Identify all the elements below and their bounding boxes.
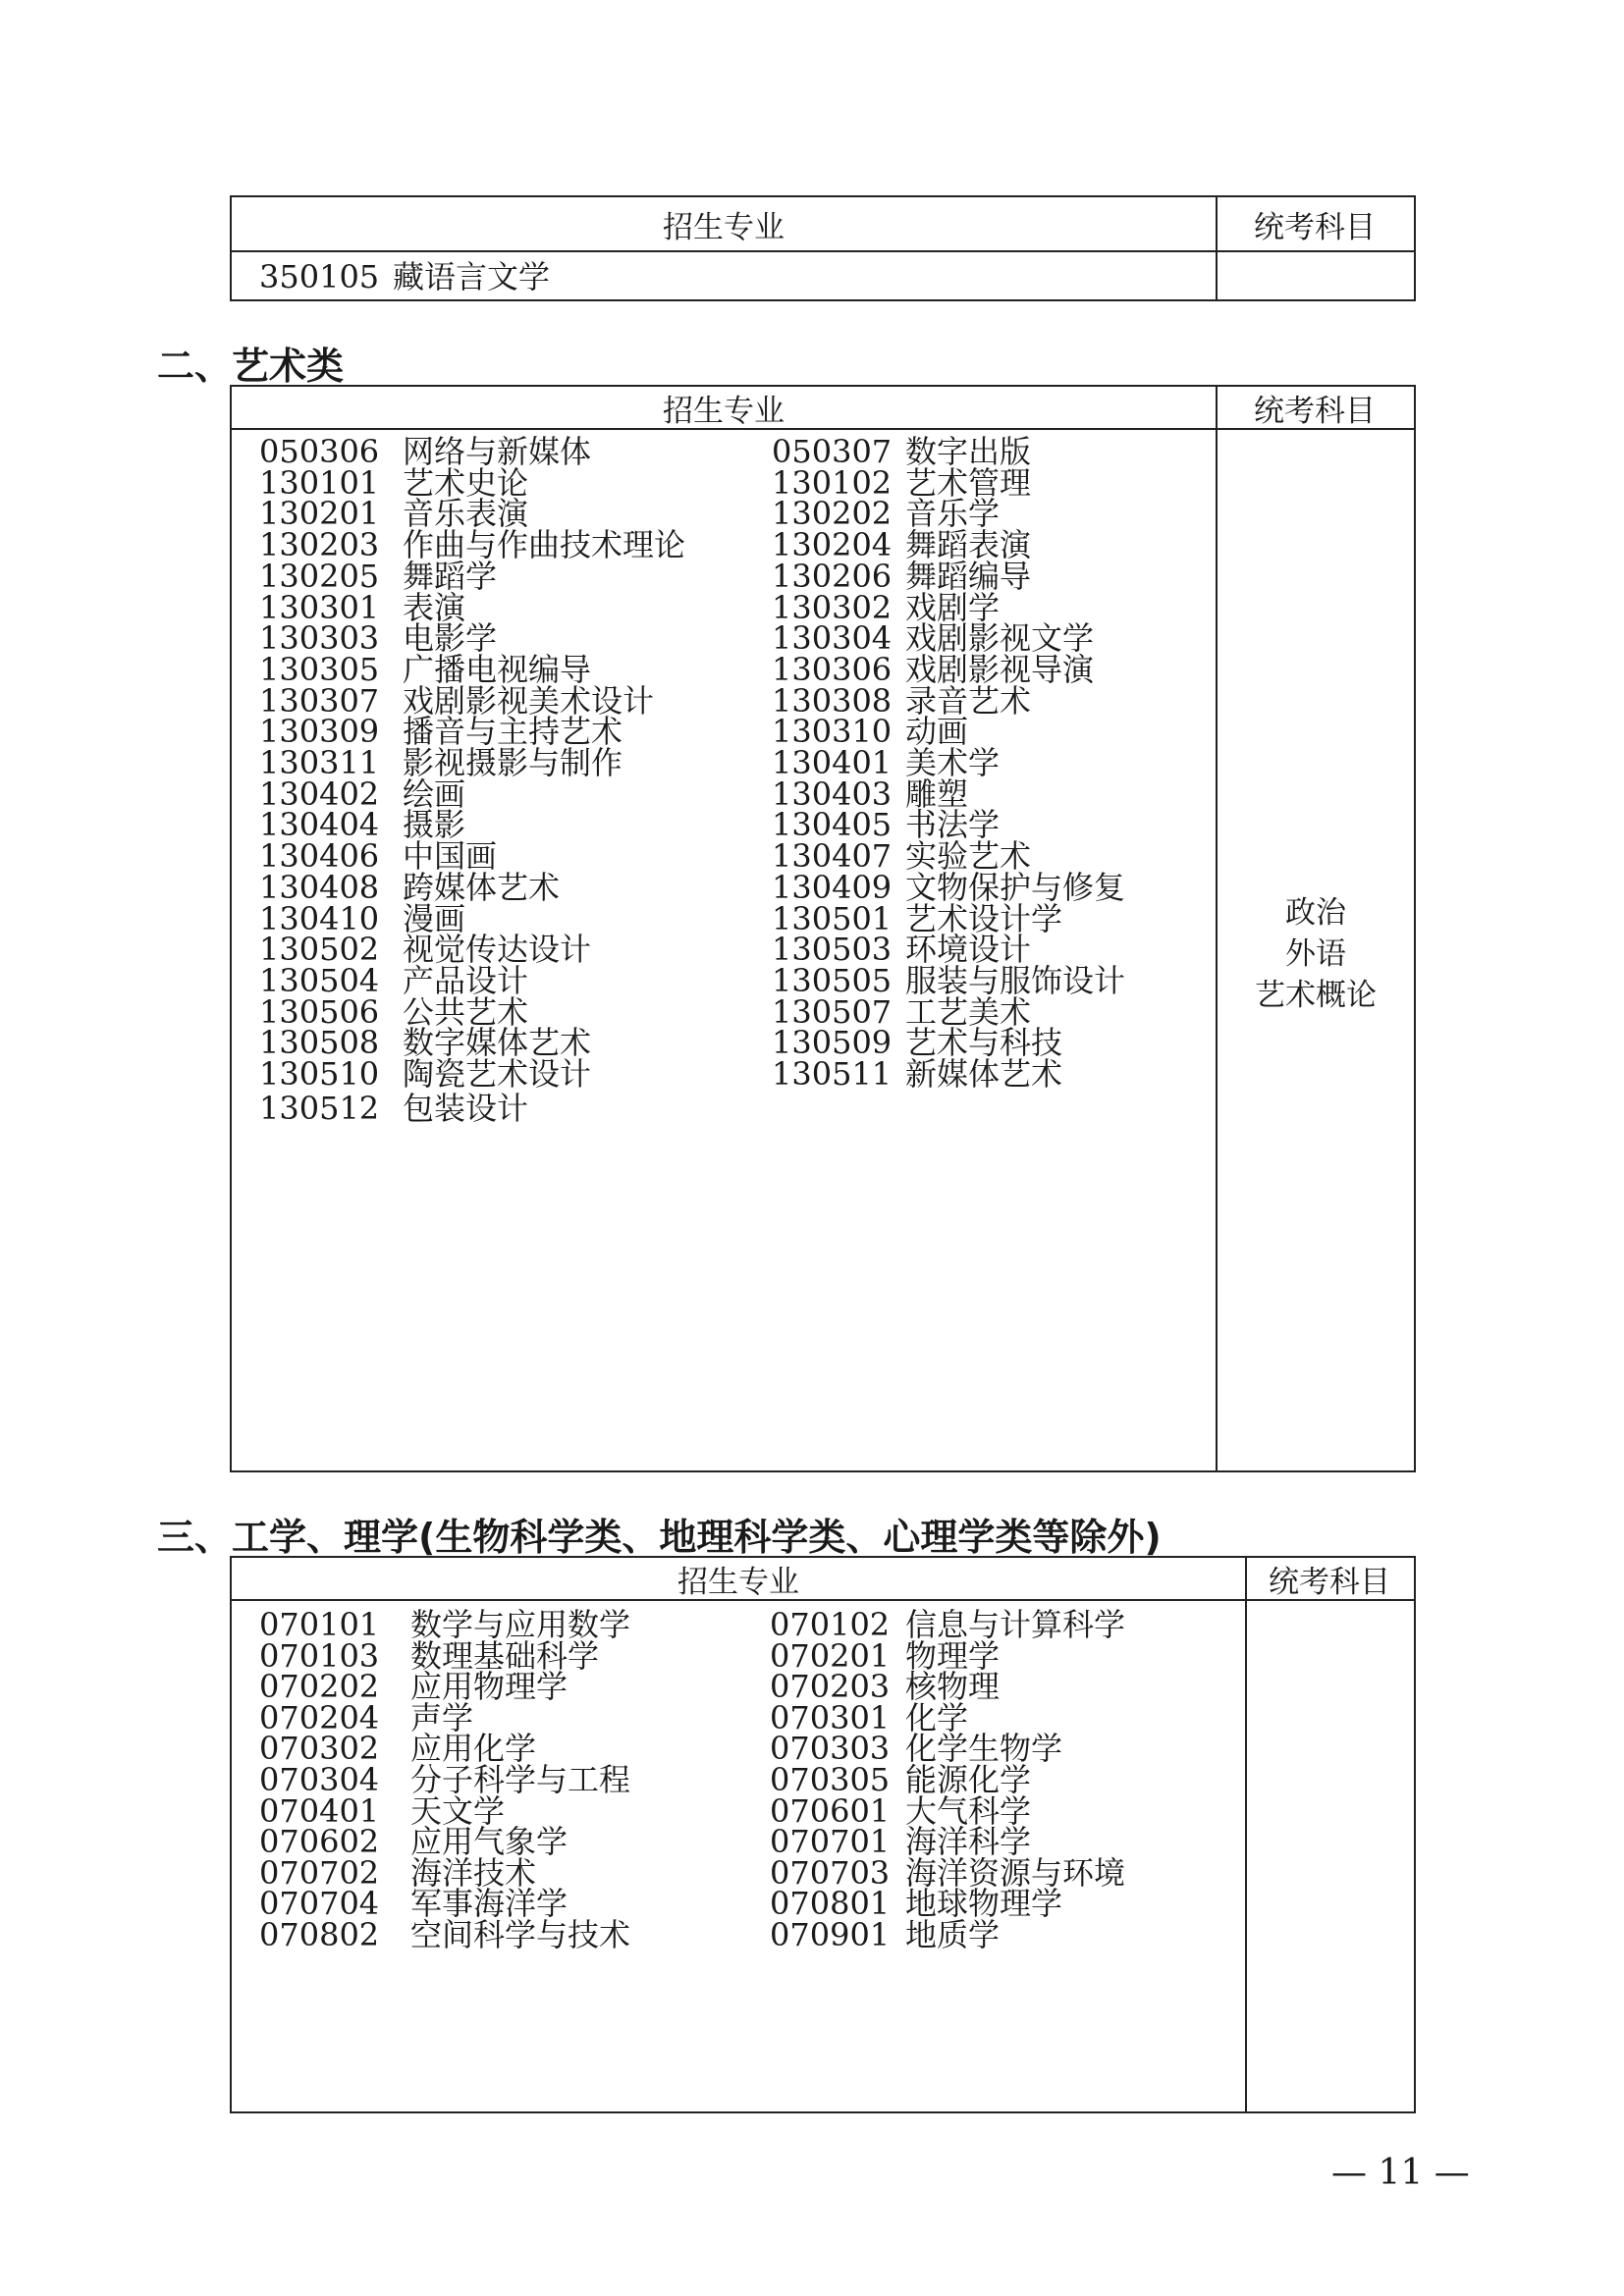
major-code: 130508 bbox=[259, 1024, 380, 1062]
major-name: 物理学 bbox=[905, 1636, 1001, 1675]
major-name: 摄影 bbox=[403, 806, 466, 844]
sci-major-table bbox=[230, 1556, 1416, 2113]
major-code: 130310 bbox=[772, 713, 893, 751]
major-name: 戏剧影视美术设计 bbox=[403, 681, 655, 720]
major-name: 影视摄影与制作 bbox=[403, 744, 623, 781]
major-code: 070801 bbox=[770, 1885, 891, 1923]
major-name: 舞蹈编导 bbox=[905, 557, 1032, 595]
major-code: 070304 bbox=[259, 1761, 380, 1798]
major-name: 藏语言文学 bbox=[393, 258, 551, 295]
major-code: 070202 bbox=[259, 1668, 380, 1706]
major-name: 地球物理学 bbox=[905, 1885, 1063, 1923]
major-name: 海洋科学 bbox=[905, 1823, 1032, 1861]
major-code: 130502 bbox=[259, 931, 380, 969]
major-name: 网络与新媒体 bbox=[403, 433, 592, 470]
major-name: 艺术设计学 bbox=[905, 899, 1063, 937]
major-name: 漫画 bbox=[403, 899, 466, 937]
major-name: 广播电视编导 bbox=[403, 650, 592, 688]
major-code: 130203 bbox=[259, 526, 380, 564]
major-name: 戏剧影视文学 bbox=[905, 619, 1095, 658]
major-name: 数学与应用数学 bbox=[410, 1606, 631, 1643]
major-code: 130512 bbox=[259, 1089, 380, 1127]
major-code: 070601 bbox=[770, 1791, 891, 1830]
header-major: 招生专业 bbox=[663, 393, 785, 429]
exam-subject-foreign-language: 外语 bbox=[1285, 936, 1346, 972]
major-name: 应用气象学 bbox=[410, 1823, 568, 1861]
exam-subject-art-theory: 艺术概论 bbox=[1255, 978, 1377, 1013]
exam-subject-politics: 政治 bbox=[1285, 895, 1346, 931]
major-code: 130404 bbox=[259, 806, 380, 844]
art-section-heading: 二、艺术类 bbox=[157, 345, 345, 388]
major-code: 130309 bbox=[259, 713, 380, 751]
major-code: 130402 bbox=[259, 774, 380, 813]
major-name: 应用化学 bbox=[410, 1730, 537, 1768]
major-name: 数字媒体艺术 bbox=[403, 1024, 592, 1062]
major-code: 130304 bbox=[772, 619, 893, 658]
header-exam: 统考科目 bbox=[1254, 393, 1376, 429]
major-code: 130307 bbox=[259, 681, 380, 720]
major-code: 130305 bbox=[259, 650, 380, 688]
major-name: 海洋技术 bbox=[410, 1853, 537, 1892]
art-major-table bbox=[230, 385, 1416, 1472]
sci-section-heading: 三、工学、理学(生物科学类、地理科学类、心理学类等除外) bbox=[157, 1516, 1162, 1559]
major-name: 天文学 bbox=[410, 1791, 506, 1830]
major-code: 130102 bbox=[772, 463, 893, 502]
header-major: 招生专业 bbox=[663, 209, 785, 245]
major-code: 070802 bbox=[259, 1916, 380, 1953]
major-code: 130410 bbox=[259, 899, 380, 937]
major-name: 分子科学与工程 bbox=[410, 1761, 631, 1798]
major-name: 信息与计算科学 bbox=[905, 1606, 1126, 1643]
major-code: 130101 bbox=[259, 463, 380, 502]
major-name: 服装与服饰设计 bbox=[905, 961, 1126, 999]
major-name: 环境设计 bbox=[905, 931, 1032, 969]
major-code: 130205 bbox=[259, 557, 380, 595]
major-name: 雕塑 bbox=[905, 774, 969, 813]
major-name: 核物理 bbox=[905, 1668, 1001, 1706]
major-name: 艺术史论 bbox=[403, 463, 529, 502]
major-code: 130206 bbox=[772, 557, 893, 595]
major-name: 数字出版 bbox=[905, 433, 1032, 470]
major-code: 130302 bbox=[772, 588, 893, 626]
major-name: 艺术与科技 bbox=[905, 1024, 1063, 1062]
major-name: 录音艺术 bbox=[905, 681, 1032, 720]
major-code: 130303 bbox=[259, 619, 380, 658]
major-code: 130311 bbox=[259, 744, 380, 781]
major-code: 070103 bbox=[259, 1636, 380, 1675]
major-code: 070303 bbox=[770, 1730, 891, 1768]
major-name: 戏剧影视导演 bbox=[905, 650, 1095, 688]
major-name: 音乐学 bbox=[905, 495, 1001, 533]
major-name: 公共艺术 bbox=[403, 992, 529, 1031]
major-code: 070203 bbox=[770, 1668, 891, 1706]
major-code: 070901 bbox=[770, 1916, 891, 1953]
page-number: — 11 — bbox=[1331, 2153, 1470, 2193]
major-code: 070701 bbox=[770, 1823, 891, 1861]
major-code: 130403 bbox=[772, 774, 893, 813]
major-code: 130301 bbox=[259, 588, 380, 626]
major-code: 130511 bbox=[772, 1055, 893, 1093]
major-code: 130408 bbox=[259, 868, 380, 906]
major-name: 动画 bbox=[905, 713, 969, 751]
major-code: 070302 bbox=[259, 1730, 380, 1768]
major-code: 070101 bbox=[259, 1606, 380, 1643]
major-name: 中国画 bbox=[403, 837, 498, 876]
major-name: 新媒体艺术 bbox=[905, 1055, 1063, 1093]
table-header-row bbox=[232, 1558, 1414, 1601]
major-name: 声学 bbox=[410, 1698, 474, 1736]
major-code: 130204 bbox=[772, 526, 893, 564]
major-code: 070305 bbox=[770, 1761, 891, 1798]
major-code: 130501 bbox=[772, 899, 893, 937]
major-name: 数理基础科学 bbox=[410, 1636, 600, 1675]
major-code: 070602 bbox=[259, 1823, 380, 1861]
major-name: 播音与主持艺术 bbox=[403, 713, 623, 751]
major-code: 070102 bbox=[770, 1606, 891, 1643]
major-name: 能源化学 bbox=[905, 1761, 1032, 1798]
major-name: 跨媒体艺术 bbox=[403, 868, 561, 906]
major-code: 350105 bbox=[259, 258, 380, 295]
major-code: 130407 bbox=[772, 837, 893, 876]
major-code: 070301 bbox=[770, 1698, 891, 1736]
major-code: 130401 bbox=[772, 744, 893, 781]
major-code: 130507 bbox=[772, 992, 893, 1031]
major-name: 化学生物学 bbox=[905, 1730, 1063, 1768]
art-exam-subjects bbox=[1218, 892, 1414, 1016]
major-code: 070704 bbox=[259, 1885, 380, 1923]
major-code: 130406 bbox=[259, 837, 380, 876]
major-name: 地质学 bbox=[905, 1916, 1001, 1953]
major-name: 戏剧学 bbox=[905, 588, 1001, 626]
major-name: 军事海洋学 bbox=[410, 1885, 568, 1923]
header-exam: 统考科目 bbox=[1254, 209, 1376, 245]
major-name: 书法学 bbox=[905, 806, 1001, 844]
major-name: 作曲与作曲技术理论 bbox=[403, 526, 686, 564]
major-code: 130306 bbox=[772, 650, 893, 688]
major-name: 舞蹈学 bbox=[403, 557, 498, 595]
major-name: 工艺美术 bbox=[905, 992, 1032, 1031]
major-name: 应用物理学 bbox=[410, 1668, 568, 1706]
major-code: 050306 bbox=[259, 433, 380, 470]
major-code: 130509 bbox=[772, 1024, 893, 1062]
major-code: 130505 bbox=[772, 961, 893, 999]
major-code: 130510 bbox=[259, 1055, 380, 1093]
table-header-row bbox=[232, 197, 1414, 252]
table-header-row bbox=[232, 387, 1414, 430]
major-name: 大气科学 bbox=[905, 1791, 1032, 1830]
major-code: 130202 bbox=[772, 495, 893, 533]
major-name: 化学 bbox=[905, 1698, 969, 1736]
major-code: 070702 bbox=[259, 1853, 380, 1892]
major-code: 130506 bbox=[259, 992, 380, 1031]
major-code: 070401 bbox=[259, 1791, 380, 1830]
major-code: 130409 bbox=[772, 868, 893, 906]
major-name: 绘画 bbox=[403, 774, 466, 813]
major-name: 美术学 bbox=[905, 744, 1001, 781]
major-name: 视觉传达设计 bbox=[403, 931, 592, 969]
column-divider bbox=[1216, 197, 1218, 299]
major-code: 130503 bbox=[772, 931, 893, 969]
column-divider bbox=[1245, 1558, 1247, 2111]
header-major: 招生专业 bbox=[677, 1564, 799, 1600]
major-name: 文物保护与修复 bbox=[905, 868, 1126, 906]
major-code: 130504 bbox=[259, 961, 380, 999]
major-name: 海洋资源与环境 bbox=[905, 1853, 1126, 1892]
major-name: 音乐表演 bbox=[403, 495, 529, 533]
major-name: 包装设计 bbox=[403, 1089, 529, 1127]
major-code: 070201 bbox=[770, 1636, 891, 1675]
major-name: 产品设计 bbox=[403, 961, 529, 999]
major-name: 舞蹈表演 bbox=[905, 526, 1032, 564]
header-exam: 统考科目 bbox=[1269, 1564, 1390, 1600]
major-name: 实验艺术 bbox=[905, 837, 1032, 876]
major-code: 050307 bbox=[772, 433, 893, 470]
major-name: 陶瓷艺术设计 bbox=[403, 1055, 592, 1093]
major-name: 艺术管理 bbox=[905, 463, 1032, 502]
major-name: 表演 bbox=[403, 588, 466, 626]
major-code: 070703 bbox=[770, 1853, 891, 1892]
major-code: 070204 bbox=[259, 1698, 380, 1736]
major-name: 空间科学与技术 bbox=[410, 1916, 631, 1953]
major-code: 130201 bbox=[259, 495, 380, 533]
major-code: 130405 bbox=[772, 806, 893, 844]
top-major-table bbox=[230, 195, 1416, 301]
major-name: 电影学 bbox=[403, 619, 498, 658]
major-code: 130308 bbox=[772, 681, 893, 720]
